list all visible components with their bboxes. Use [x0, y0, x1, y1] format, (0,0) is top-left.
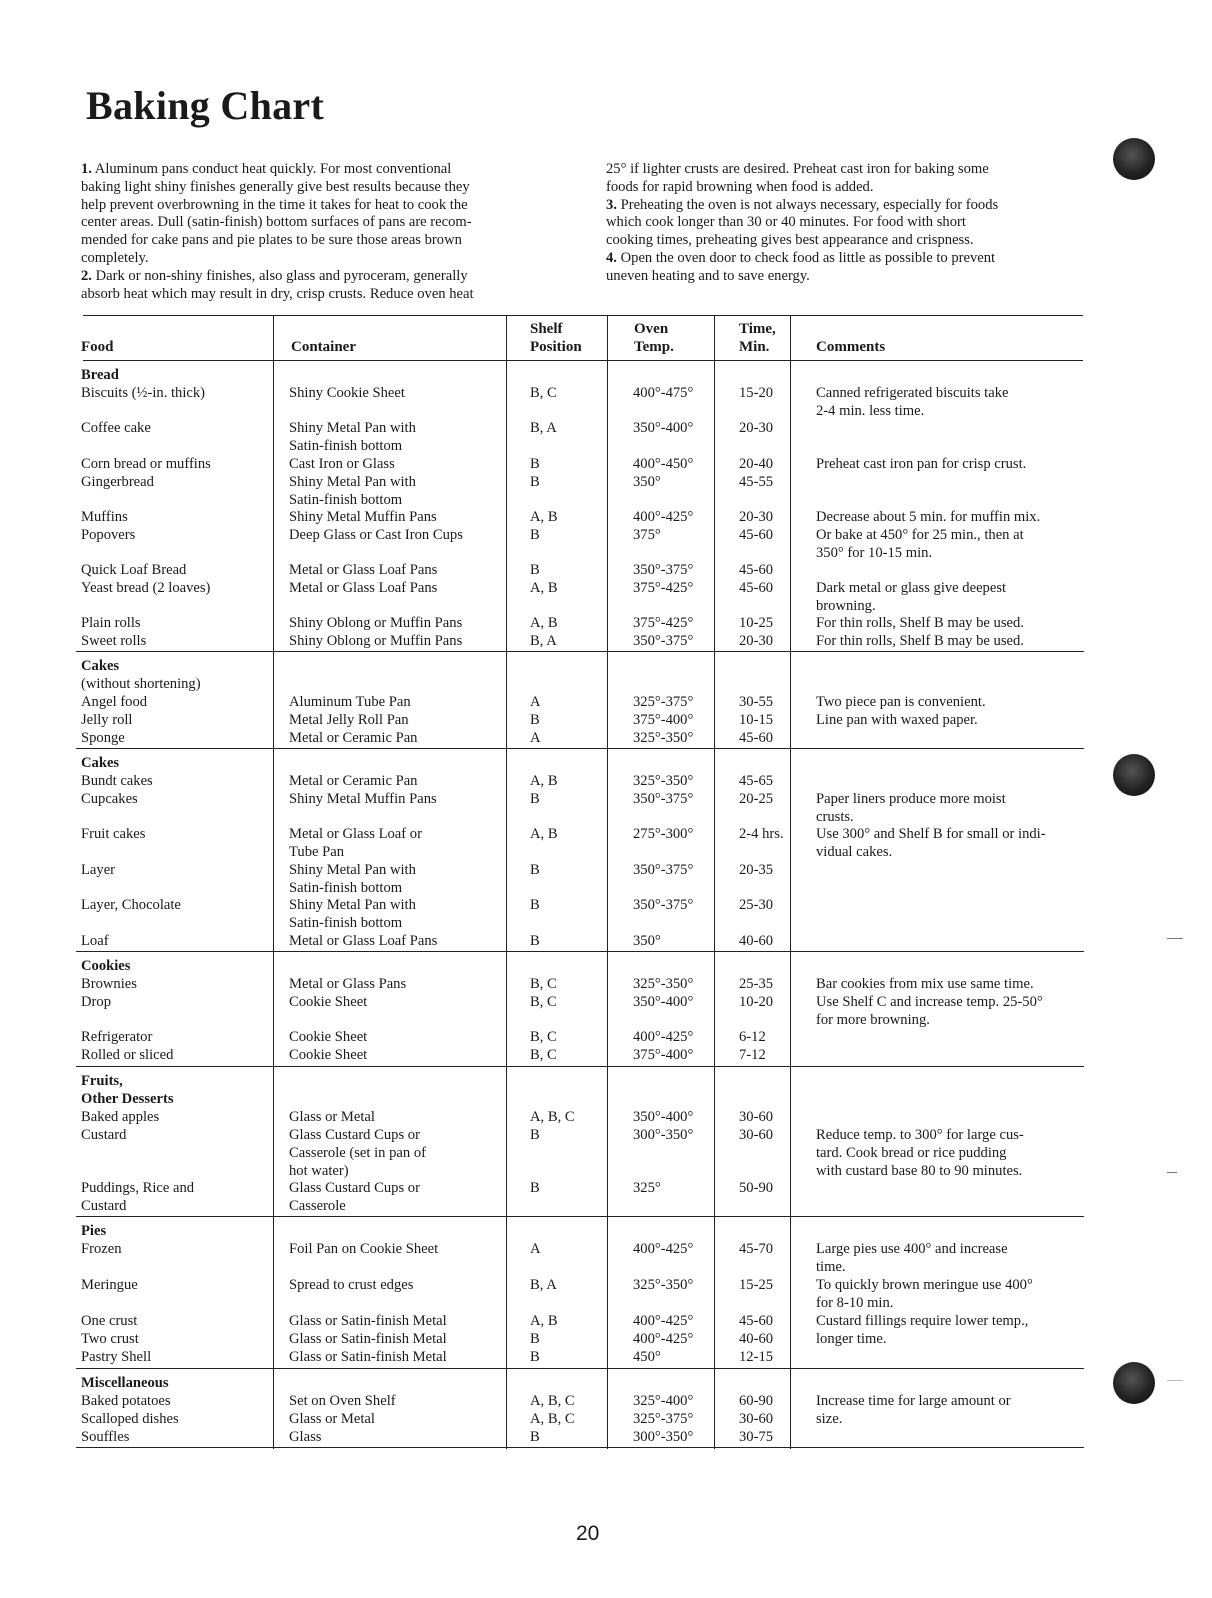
oven-temp-cell: 325° — [633, 1180, 661, 1196]
food-cell: Refrigerator — [81, 1029, 153, 1045]
column-divider — [506, 316, 507, 1449]
column-divider — [273, 316, 274, 1449]
shelf-cell: A — [530, 1241, 541, 1257]
oven-temp-cell: 325°-400° — [633, 1393, 694, 1409]
time-cell: 2-4 hrs. — [739, 826, 784, 842]
intro-line: foods for rapid browning when food is added. — [606, 178, 874, 195]
shelf-cell: B — [530, 474, 540, 490]
container-cell: Shiny Metal Muffin Pans — [289, 509, 437, 525]
time-cell: 40-60 — [739, 1331, 774, 1347]
food-cell: Layer — [81, 862, 116, 878]
oven-temp-cell: 350°-400° — [633, 994, 694, 1010]
oven-temp-cell: 350° — [633, 933, 661, 949]
food-cell: Frozen — [81, 1241, 122, 1257]
container-cell: Cookie Sheet — [289, 994, 368, 1010]
column-divider — [790, 316, 791, 1449]
intro-line: center areas. Dull (satin-finish) bottom surfaces of pans are recom- — [81, 214, 472, 231]
oven-temp-cell: 325°-375° — [633, 694, 694, 710]
oven-temp-cell: 350°-400° — [633, 420, 694, 436]
food-cell: One crust — [81, 1313, 138, 1329]
comments-cell: For thin rolls, Shelf B may be used. — [816, 633, 1024, 649]
column-divider — [714, 316, 715, 1449]
shelf-cell: B — [530, 1349, 540, 1365]
food-cell: Corn bread or muffins — [81, 456, 211, 472]
oven-temp-cell: 350°-375° — [633, 791, 694, 807]
column-divider — [607, 316, 608, 1449]
time-cell: 45-60 — [739, 580, 774, 596]
food-cell: Plain rolls — [81, 615, 141, 631]
food-cell: Cupcakes — [81, 791, 138, 807]
oven-temp-cell: 325°-350° — [633, 976, 694, 992]
time-cell: 20-35 — [739, 862, 774, 878]
food-cell: Fruit cakes — [81, 826, 146, 842]
oven-temp-cell: 350°-375° — [633, 862, 694, 878]
oven-temp-cell: 300°-350° — [633, 1127, 694, 1143]
intro-right-column — [606, 161, 1058, 286]
shelf-cell: A, B — [530, 509, 558, 525]
container-cell: Foil Pan on Cookie Sheet — [289, 1241, 439, 1257]
food-cell: Bundt cakes — [81, 773, 153, 789]
time-cell: 45-65 — [739, 773, 774, 789]
oven-temp-cell: 325°-350° — [633, 773, 694, 789]
food-cell: (without shortening) — [81, 676, 201, 692]
food-cell: Meringue — [81, 1277, 138, 1293]
food-cell: Drop — [81, 994, 111, 1010]
shelf-cell: B, A — [530, 420, 557, 436]
shelf-cell: A — [530, 694, 541, 710]
intro-left-column — [81, 161, 533, 303]
food-cell: Puddings, Rice and Custard — [81, 1180, 195, 1214]
container-cell: Glass or Metal — [289, 1411, 375, 1427]
time-cell: 45-60 — [739, 562, 774, 578]
container-cell: Shiny Metal Muffin Pans — [289, 791, 437, 807]
container-cell: Shiny Cookie Sheet — [289, 385, 405, 401]
time-cell: 20-30 — [739, 420, 774, 436]
shelf-cell: B, C — [530, 1047, 557, 1063]
comments-cell: Or bake at 450° for 25 min., then at 350° for 10-15 min. — [816, 527, 1024, 561]
time-cell: 10-25 — [739, 615, 774, 631]
container-cell: Spread to crust edges — [289, 1277, 414, 1293]
shelf-cell: B — [530, 1429, 540, 1445]
shelf-cell: B, C — [530, 994, 557, 1010]
time-cell: 20-40 — [739, 456, 774, 472]
oven-temp-cell: 400°-475° — [633, 385, 694, 401]
time-cell: 30-75 — [739, 1429, 774, 1445]
group-rule — [76, 1216, 1084, 1217]
time-cell: 30-60 — [739, 1127, 774, 1143]
category-label: Cookies — [81, 958, 131, 974]
food-cell: Custard — [81, 1127, 127, 1143]
food-cell: Sponge — [81, 730, 125, 746]
food-cell: Loaf — [81, 933, 109, 949]
comments-cell: To quickly brown meringue use 400° for 8-10 min. — [816, 1277, 1033, 1311]
container-cell: Shiny Metal Pan with Satin-finish bottom — [289, 897, 416, 931]
table-bottom-rule — [76, 1447, 1084, 1448]
header-oven-temp: Oven Temp. — [634, 321, 674, 355]
shelf-cell: A, B — [530, 826, 558, 842]
shelf-cell: B — [530, 712, 540, 728]
shelf-cell: B — [530, 527, 540, 543]
intro-line: absorb heat which may result in dry, crisp crusts. Reduce oven heat — [81, 285, 474, 302]
food-cell: Muffins — [81, 509, 128, 525]
shelf-cell: B — [530, 791, 540, 807]
food-cell: Souffles — [81, 1429, 130, 1445]
food-cell: Two crust — [81, 1331, 139, 1347]
time-cell: 20-30 — [739, 633, 774, 649]
time-cell: 30-55 — [739, 694, 774, 710]
comments-cell: Use Shelf C and increase temp. 25-50° for more browning. — [816, 994, 1043, 1028]
container-cell: Metal Jelly Roll Pan — [289, 712, 409, 728]
shelf-cell: A, B — [530, 773, 558, 789]
comments-cell: Increase time for large amount or size. — [816, 1393, 1011, 1427]
food-cell: Layer, Chocolate — [81, 897, 181, 913]
comments-cell: Paper liners produce more moist crusts. — [816, 791, 1006, 825]
time-cell: 25-30 — [739, 897, 774, 913]
shelf-cell: B — [530, 1180, 540, 1196]
oven-temp-cell: 375°-425° — [633, 580, 694, 596]
container-cell: Glass or Satin-finish Metal — [289, 1331, 447, 1347]
shelf-cell: B — [530, 1127, 540, 1143]
comments-cell: Two piece pan is convenient. — [816, 694, 986, 710]
container-cell: Shiny Metal Pan with Satin-finish bottom — [289, 474, 416, 508]
time-cell: 6-12 — [739, 1029, 766, 1045]
container-cell: Cookie Sheet — [289, 1047, 368, 1063]
container-cell: Metal or Glass Pans — [289, 976, 407, 992]
category-label: Pies — [81, 1223, 107, 1239]
shelf-cell: A, B, C — [530, 1393, 575, 1409]
group-rule — [76, 1066, 1084, 1067]
time-cell: 45-55 — [739, 474, 774, 490]
page-title: Baking Chart — [86, 83, 325, 128]
header-container: Container — [291, 339, 356, 355]
category-label: Miscellaneous — [81, 1375, 169, 1391]
margin-mark — [1167, 938, 1183, 939]
container-cell: Aluminum Tube Pan — [289, 694, 411, 710]
time-cell: 50-90 — [739, 1180, 774, 1196]
intro-line: 2. Dark or non-shiny finishes, also glass and pyroceram, generally — [81, 267, 468, 284]
container-cell: Shiny Oblong or Muffin Pans — [289, 633, 463, 649]
binder-hole-bottom — [1113, 1362, 1155, 1404]
shelf-cell: A, B, C — [530, 1109, 575, 1125]
shelf-cell: A, B — [530, 1313, 558, 1329]
food-cell: Pastry Shell — [81, 1349, 152, 1365]
oven-temp-cell: 375°-400° — [633, 712, 694, 728]
intro-line: 1. Aluminum pans conduct heat quickly. For most conventional — [81, 161, 452, 177]
intro-line: 3. Preheating the oven is not always necessary, especially for foods — [606, 196, 999, 213]
time-cell: 30-60 — [739, 1411, 774, 1427]
time-cell: 45-60 — [739, 1313, 774, 1329]
food-cell: Angel food — [81, 694, 148, 710]
food-cell: Scalloped dishes — [81, 1411, 179, 1427]
table-top-rule — [83, 315, 1083, 316]
oven-temp-cell: 350°-375° — [633, 897, 694, 913]
oven-temp-cell: 375°-400° — [633, 1047, 694, 1063]
intro-line: which cook longer than 30 or 40 minutes. For food with short — [606, 214, 966, 231]
oven-temp-cell: 375° — [633, 527, 661, 543]
shelf-cell: B — [530, 862, 540, 878]
shelf-cell: B, C — [530, 1029, 557, 1045]
time-cell: 7-12 — [739, 1047, 766, 1063]
oven-temp-cell: 325°-350° — [633, 730, 694, 746]
shelf-cell: B — [530, 933, 540, 949]
container-cell: Metal or Ceramic Pan — [289, 730, 418, 746]
comments-cell: Custard fillings require lower temp., longer time. — [816, 1313, 1029, 1347]
page-number: 20 — [576, 1522, 600, 1545]
oven-temp-cell: 350°-375° — [633, 562, 694, 578]
time-cell: 12-15 — [739, 1349, 774, 1365]
oven-temp-cell: 325°-350° — [633, 1277, 694, 1293]
shelf-cell: B — [530, 562, 540, 578]
oven-temp-cell: 350°-375° — [633, 633, 694, 649]
container-cell: Set on Oven Shelf — [289, 1393, 396, 1409]
category-label: Cakes — [81, 658, 120, 674]
shelf-cell: B, A — [530, 633, 557, 649]
header-food: Food — [81, 339, 114, 355]
time-cell: 15-25 — [739, 1277, 774, 1293]
shelf-cell: B, A — [530, 1277, 557, 1293]
oven-temp-cell: 400°-425° — [633, 1241, 694, 1257]
food-cell: Quick Loaf Bread — [81, 562, 187, 578]
container-cell: Shiny Metal Pan with Satin-finish bottom — [289, 862, 416, 896]
margin-mark — [1167, 1380, 1183, 1381]
time-cell: 45-70 — [739, 1241, 774, 1257]
container-cell: Glass or Satin-finish Metal — [289, 1313, 447, 1329]
comments-cell: Line pan with waxed paper. — [816, 712, 978, 728]
oven-temp-cell: 300°-350° — [633, 1429, 694, 1445]
container-cell: Shiny Oblong or Muffin Pans — [289, 615, 463, 631]
comments-cell: Use 300° and Shelf B for small or indi- vidual cakes. — [816, 826, 1046, 860]
food-cell: Yeast bread (2 loaves) — [81, 580, 211, 596]
comments-cell: Decrease about 5 min. for muffin mix. — [816, 509, 1041, 525]
container-cell: Deep Glass or Cast Iron Cups — [289, 527, 463, 543]
time-cell: 30-60 — [739, 1109, 774, 1125]
intro-line: baking light shiny finishes generally give best results because they — [81, 178, 470, 195]
container-cell: Metal or Glass Loaf or Tube Pan — [289, 826, 422, 860]
intro-line: cooking times, preheating gives best appearance and crispness. — [606, 232, 974, 249]
container-cell: Glass — [289, 1429, 322, 1445]
margin-mark — [1167, 1172, 1177, 1173]
intro-line: 25° if lighter crusts are desired. Preheat cast iron for baking some — [606, 161, 989, 177]
category-label: Fruits, — [81, 1073, 123, 1089]
comments-cell: For thin rolls, Shelf B may be used. — [816, 615, 1024, 631]
food-cell: Brownies — [81, 976, 137, 992]
category-label: Bread — [81, 367, 119, 383]
oven-temp-cell: 275°-300° — [633, 826, 694, 842]
comments-cell: Large pies use 400° and increase time. — [816, 1241, 1008, 1275]
time-cell: 40-60 — [739, 933, 774, 949]
oven-temp-cell: 400°-425° — [633, 1029, 694, 1045]
time-cell: 45-60 — [739, 527, 774, 543]
food-cell: Popovers — [81, 527, 136, 543]
group-rule — [76, 651, 1084, 652]
oven-temp-cell: 350° — [633, 474, 661, 490]
container-cell: Cast Iron or Glass — [289, 456, 395, 472]
comments-cell: Reduce temp. to 300° for large cus- tard. Cook bread or rice pudding with custard base 80 to 90 minutes. — [816, 1127, 1024, 1179]
container-cell: Metal or Ceramic Pan — [289, 773, 418, 789]
oven-temp-cell: 325°-375° — [633, 1411, 694, 1427]
time-cell: 10-20 — [739, 994, 774, 1010]
time-cell: 20-25 — [739, 791, 774, 807]
intro-line: mended for cake pans and pie plates to be sure those areas brown — [81, 232, 462, 249]
table-header-rule — [83, 360, 1083, 361]
shelf-cell: B — [530, 897, 540, 913]
shelf-cell: A — [530, 730, 541, 746]
food-cell: Sweet rolls — [81, 633, 147, 649]
intro-line: help prevent overbrowning in the time it takes for heat to cook the — [81, 196, 468, 213]
header-time: Time, Min. — [739, 321, 776, 355]
container-cell: Shiny Metal Pan with Satin-finish bottom — [289, 420, 416, 454]
container-cell: Metal or Glass Loaf Pans — [289, 933, 438, 949]
comments-cell: Canned refrigerated biscuits take 2-4 min. less time. — [816, 385, 1009, 419]
oven-temp-cell: 400°-425° — [633, 1331, 694, 1347]
intro-line: completely. — [81, 249, 149, 266]
food-cell: Coffee cake — [81, 420, 151, 436]
shelf-cell: A, B, C — [530, 1411, 575, 1427]
container-cell: Glass Custard Cups or Casserole (set in pan of hot water) — [289, 1127, 426, 1179]
shelf-cell: B, C — [530, 976, 557, 992]
category-label: Cakes — [81, 755, 120, 771]
category-label: Other Desserts — [81, 1091, 174, 1107]
oven-temp-cell: 400°-425° — [633, 1313, 694, 1329]
shelf-cell: B — [530, 1331, 540, 1347]
group-rule — [76, 1368, 1084, 1369]
food-cell: Biscuits (½-in. thick) — [81, 385, 206, 401]
oven-temp-cell: 375°-425° — [633, 615, 694, 631]
container-cell: Glass Custard Cups or Casserole — [289, 1180, 420, 1214]
time-cell: 10-15 — [739, 712, 774, 728]
food-cell: Baked apples — [81, 1109, 160, 1125]
container-cell: Metal or Glass Loaf Pans — [289, 580, 438, 596]
time-cell: 15-20 — [739, 385, 774, 401]
intro-line: uneven heating and to save energy. — [606, 267, 810, 284]
food-cell: Rolled or sliced — [81, 1047, 174, 1063]
group-rule — [76, 748, 1084, 749]
comments-cell: Preheat cast iron pan for crisp crust. — [816, 456, 1027, 472]
header-comments: Comments — [816, 339, 886, 355]
binder-hole-top — [1113, 138, 1155, 180]
shelf-cell: A, B — [530, 580, 558, 596]
time-cell: 20-30 — [739, 509, 774, 525]
comments-cell: Bar cookies from mix use same time. — [816, 976, 1034, 992]
container-cell: Metal or Glass Loaf Pans — [289, 562, 438, 578]
shelf-cell: B, C — [530, 385, 557, 401]
container-cell: Glass or Metal — [289, 1109, 375, 1125]
binder-hole-middle — [1113, 754, 1155, 796]
food-cell: Baked potatoes — [81, 1393, 171, 1409]
oven-temp-cell: 400°-450° — [633, 456, 694, 472]
container-cell: Glass or Satin-finish Metal — [289, 1349, 447, 1365]
time-cell: 45-60 — [739, 730, 774, 746]
oven-temp-cell: 400°-425° — [633, 509, 694, 525]
intro-line: 4. Open the oven door to check food as little as possible to prevent — [606, 249, 996, 266]
time-cell: 25-35 — [739, 976, 774, 992]
container-cell: Cookie Sheet — [289, 1029, 368, 1045]
food-cell: Jelly roll — [81, 712, 133, 728]
time-cell: 60-90 — [739, 1393, 774, 1409]
comments-cell: Dark metal or glass give deepest browning. — [816, 580, 1007, 614]
header-shelf-position: Shelf Position — [530, 321, 582, 355]
food-cell: Gingerbread — [81, 474, 154, 490]
oven-temp-cell: 450° — [633, 1349, 661, 1365]
oven-temp-cell: 350°-400° — [633, 1109, 694, 1125]
shelf-cell: A, B — [530, 615, 558, 631]
shelf-cell: B — [530, 456, 540, 472]
group-rule — [76, 951, 1084, 952]
